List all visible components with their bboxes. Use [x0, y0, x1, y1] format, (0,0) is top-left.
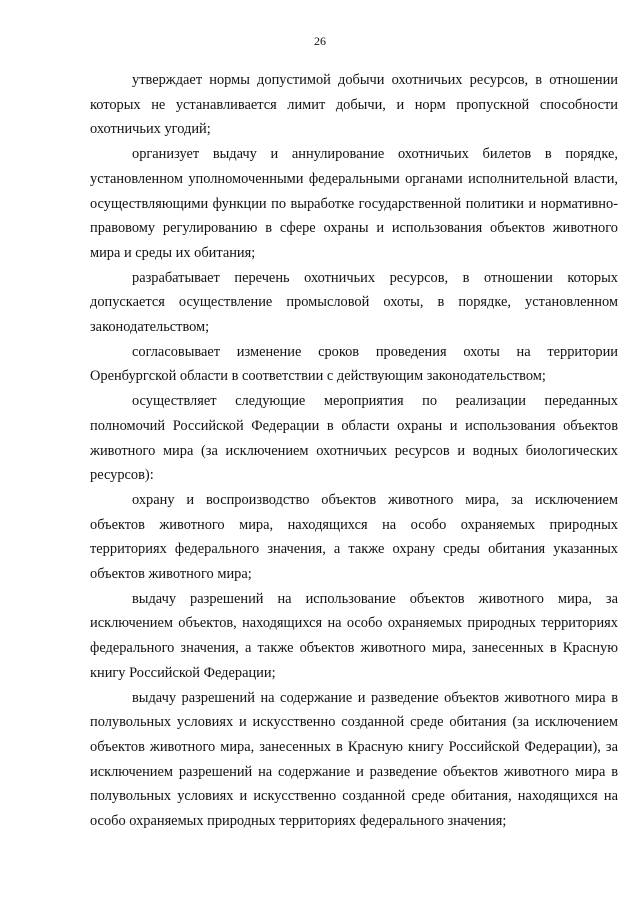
paragraph-protection-reproduction: охрану и воспроизводство объектов животного мира, за исключением объектов животного мира, находящихся на особо охраняемых природных территориях федерального значения, а также охрану среды обитания указанных объектов животного мира; [90, 491, 618, 583]
document-body [90, 68, 618, 834]
page-number: 26 [314, 34, 326, 48]
paragraph-approve-norms: утверждает нормы допустимой добычи охотничьих ресурсов, в отношении которых не устанавливается лимит добычи, и норм пропускной способности охотничьих угодий; [90, 72, 618, 138]
paragraph-hunting-tickets: организует выдачу и аннулирование охотничьих билетов в порядке, установленном уполномоченными федеральными органами исполнительной власти, осуществляющими функции по выработке государственной политики и нормативно-правовому регулированию в сфере охраны и использования объектов животного мира и среды их обитания; [90, 146, 618, 261]
paragraph-delegated-powers: осуществляет следующие мероприятия по реализации переданных полномочий Российской Федерации в области охраны и использования объектов животного мира (за исключением охотничьих ресурсов и водных биологических ресурсов): [90, 393, 618, 484]
paragraph-keeping-breeding-permits: выдачу разрешений на содержание и разведение объектов животного мира в полувольных условиях и искусственно созданной среде обитания (за исключением объектов животного мира, занесенных в Красную книгу Российской Федерации), за исключением разрешений на содержание и разведение объектов животного мира в полувольных условиях и искусственно созданной среде обитания, находящихся на особо охраняемых природных территориях федерального значения; [90, 689, 618, 830]
paragraph-hunting-dates: согласовывает изменение сроков проведения охоты на территории Оренбургской области в соответствии с действующим законодательством; [90, 343, 618, 385]
paragraph-commercial-hunting-list: разрабатывает перечень охотничьих ресурсов, в отношении которых допускается осуществление промысловой охоты, в порядке, установленном законодательством; [90, 269, 618, 336]
paragraph-use-permits: выдачу разрешений на использование объектов животного мира, за исключением объектов, находящихся на особо охраняемых природных территориях федерального значения, а также объектов животного мира, занесенных в Красную книгу Российской Федерации; [90, 590, 618, 681]
